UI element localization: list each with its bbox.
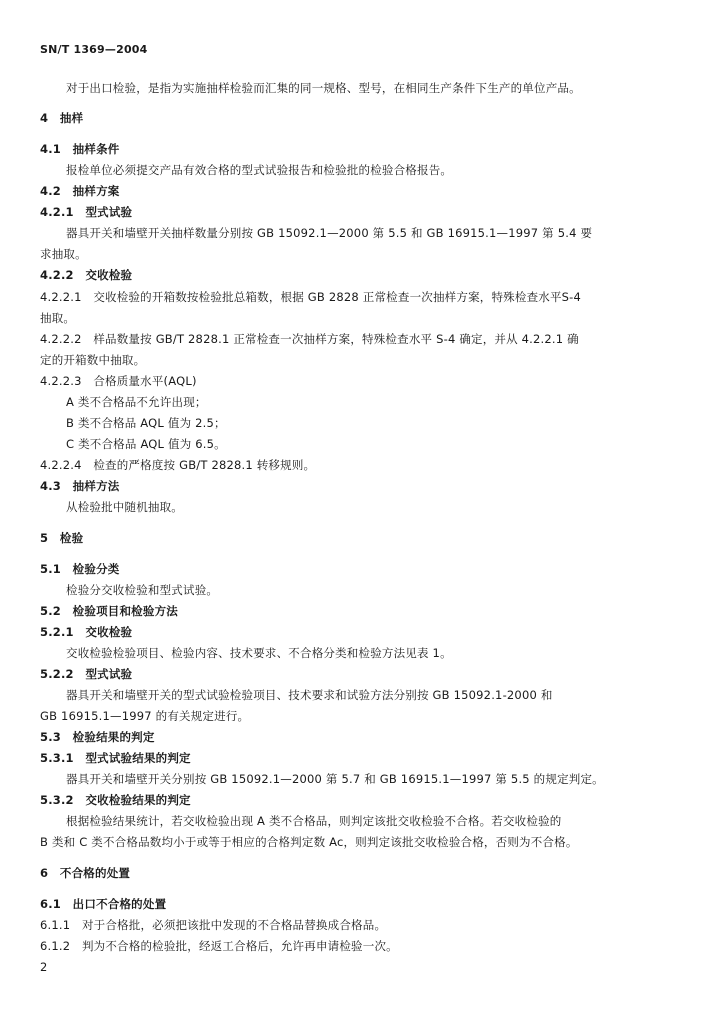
section-5-2-2-body-line1: 器具开关和墙壁开关的型式试验检验项目、技术要求和试验方法分别按 GB 15092.1-2000 和 <box>66 688 553 702</box>
section-4-heading: 4 抽样 <box>40 111 84 125</box>
section-6-1-2-line: 6.1.2 判为不合格的检验批，经返工合格后，允许再申请检验一次。 <box>40 939 398 953</box>
section-4-1-body: 报检单位必须提交产品有效合格的型式试验报告和检验批的检验合格报告。 <box>66 163 453 177</box>
section-5-3-2-body-line2: B 类和 C 类不合格品数均小于或等于相应的合格判定数 Ac，则判定该批交收检验合格，否则为不合格。 <box>40 835 578 849</box>
section-4-2-2-2-line2: 定的开箱数中抽取。 <box>40 353 146 367</box>
section-4-2-2-4-line: 4.2.2.4 检查的严格度按 GB/T 2828.1 转移规则。 <box>40 458 316 472</box>
section-5-1-body: 检验分交收检验和型式试验。 <box>66 583 219 597</box>
section-5-2-2-body-line2: GB 16915.1—1997 的有关规定进行。 <box>40 709 250 723</box>
section-5-3-2-heading: 5.3.2 交收检验结果的判定 <box>40 793 191 807</box>
aql-class-c: C 类不合格品 AQL 值为 6.5。 <box>66 437 226 451</box>
section-6-1-1-line: 6.1.1 对于合格批，必须把该批中发现的不合格品替换成合格品。 <box>40 918 387 932</box>
section-6-heading: 6 不合格的处置 <box>40 866 131 880</box>
section-4-2-1-heading: 4.2.1 型式试验 <box>40 205 133 219</box>
aql-class-b: B 类不合格品 AQL 值为 2.5； <box>66 416 226 430</box>
section-5-1-heading: 5.1 检验分类 <box>40 562 120 576</box>
section-5-2-heading: 5.2 检验项目和检验方法 <box>40 604 178 618</box>
section-6-1-heading: 6.1 出口不合格的处置 <box>40 897 167 911</box>
section-4-2-2-2-line1: 4.2.2.2 样品数量按 GB/T 2828.1 正常检查一次抽样方案，特殊检查水平 S-4 确定，并从 4.2.2.1 确 <box>40 332 579 346</box>
section-4-3-heading: 4.3 抽样方法 <box>40 479 120 493</box>
standard-number: SN/T 1369—2004 <box>40 43 148 56</box>
section-5-3-1-heading: 5.3.1 型式试验结果的判定 <box>40 751 191 765</box>
section-4-2-2-3-heading: 4.2.2.3 合格质量水平(AQL) <box>40 374 197 388</box>
paragraph-export-inspection: 对于出口检验，是指为实施抽样检验而汇集的同一规格、型号，在相同生产条件下生产的单位产品。 <box>66 81 581 95</box>
section-4-2-2-1-line1: 4.2.2.1 交收检验的开箱数按检验批总箱数，根据 GB 2828 正常检查一次抽样方案，特殊检查水平S-4 <box>40 290 582 304</box>
section-4-2-heading: 4.2 抽样方案 <box>40 184 120 198</box>
section-5-2-1-heading: 5.2.1 交收检验 <box>40 625 133 639</box>
section-5-2-1-body: 交收检验检验项目、检验内容、技术要求、不合格分类和检验方法见表 1。 <box>66 646 452 660</box>
section-4-1-heading: 4.1 抽样条件 <box>40 142 120 156</box>
aql-class-a: A 类不合格品不允许出现； <box>66 395 207 409</box>
section-5-3-2-body-line1: 根据检验结果统计，若交收检验出现 A 类不合格品，则判定该批交收检验不合格。若交收检验的 <box>66 814 562 828</box>
section-4-3-body: 从检验批中随机抽取。 <box>66 500 183 514</box>
section-5-heading: 5 检验 <box>40 531 84 545</box>
section-5-3-heading: 5.3 检验结果的判定 <box>40 730 155 744</box>
section-5-3-1-body: 器具开关和墙壁开关分别按 GB 15092.1—2000 第 5.7 和 GB 16915.1—1997 第 5.5 的规定判定。 <box>66 772 604 786</box>
section-4-2-1-body-line2: 求抽取。 <box>40 247 87 261</box>
section-4-2-2-heading: 4.2.2 交收检验 <box>40 268 133 282</box>
section-4-2-2-1-line2: 抽取。 <box>40 311 76 325</box>
section-4-2-1-body-line1: 器具开关和墙壁开关抽样数量分别按 GB 15092.1—2000 第 5.5 和 GB 16915.1—1997 第 5.4 要 <box>66 226 593 240</box>
page-number: 2 <box>40 960 48 974</box>
section-5-2-2-heading: 5.2.2 型式试验 <box>40 667 133 681</box>
